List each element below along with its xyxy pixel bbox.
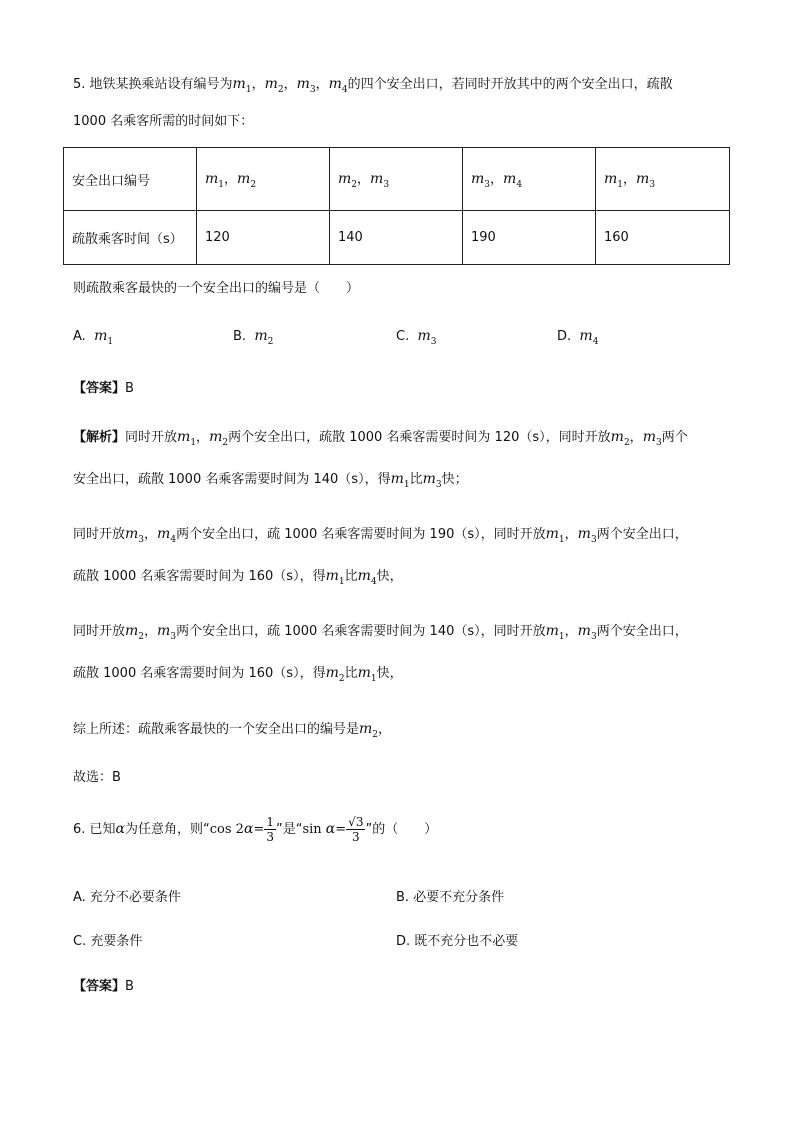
exit-pair-cell: $m_2$，$m_3$ bbox=[330, 148, 463, 211]
exit-pair-cell: $m_1$，$m_3$ bbox=[596, 148, 730, 211]
analysis-line-2: 安全出口，疏散 1000 名乘客需要时间为 140（s），得$m_1$比$m_3$快； bbox=[73, 471, 468, 490]
fraction-root3-over-3: $\frac{√3}{3}$ bbox=[348, 815, 364, 844]
q5-answer: 【答案】B bbox=[73, 381, 134, 396]
q6-answer: 【答案】B bbox=[73, 979, 134, 994]
analysis-line-3: 同时开放$m_3$，$m_4$两个安全出口，疏 1000 名乘客需要时间为 190（s），同时开放$m_1$，$m_3$两个安全出口， bbox=[73, 526, 688, 545]
q5-stem-text: 5. 地铁某换乘站设有编号为 bbox=[73, 77, 233, 92]
option-b: B. $m_2$ bbox=[233, 328, 274, 347]
option-a: A. $m_1$ bbox=[73, 328, 114, 347]
q6-option-c: C. 充要条件 bbox=[73, 934, 143, 949]
summary-line: 综上所述：疏散乘客最快的一个安全出口的编号是$m_2$， bbox=[73, 721, 392, 740]
q5-stem-text-2: 的四个安全出口，若同时开放其中的两个安全出口，疏散 bbox=[347, 77, 673, 92]
time-cell: 190 bbox=[463, 211, 596, 265]
header-label-cell: 安全出口编号 bbox=[64, 148, 197, 211]
q6-option-a: A. 充分不必要条件 bbox=[73, 890, 181, 905]
analysis-line-4: 疏散 1000 名乘客需要时间为 160（s），得$m_1$比$m_4$快， bbox=[73, 568, 403, 587]
table-row bbox=[64, 211, 730, 265]
time-cell: 120 bbox=[197, 211, 330, 265]
row-label-cell: 疏散乘客时间（s） bbox=[64, 211, 197, 265]
q6-option-d: D. 既不充分也不必要 bbox=[396, 934, 519, 949]
analysis-line-6: 疏散 1000 名乘客需要时间为 160（s），得$m_2$比$m_1$快， bbox=[73, 665, 403, 684]
q5-question: 则疏散乘客最快的一个安全出口的编号是（ ） bbox=[73, 281, 360, 296]
choice-line: 故选：B bbox=[73, 770, 121, 785]
time-cell: 140 bbox=[330, 211, 463, 265]
table-row bbox=[64, 148, 730, 211]
time-cell: 160 bbox=[596, 211, 730, 265]
option-c: C. $m_3$ bbox=[396, 328, 437, 347]
exit-time-table bbox=[63, 147, 730, 265]
analysis-line-5: 同时开放$m_2$，$m_3$两个安全出口，疏 1000 名乘客需要时间为 140（s），同时开放$m_1$，$m_3$两个安全出口， bbox=[73, 623, 688, 642]
exit-pair-cell: $m_3$，$m_4$ bbox=[463, 148, 596, 211]
q5-stem-line1: 5. 地铁某换乘站设有编号为$m_1$，$m_2$，$m_3$，$m_4$的四个安全出口，若同时开放其中的两个安全出口，疏散 bbox=[73, 76, 673, 95]
option-d: D. $m_4$ bbox=[557, 328, 599, 347]
q5-stem-line2: 1000 名乘客所需的时间如下： bbox=[73, 114, 254, 129]
exit-pair-cell: $m_1$，$m_2$ bbox=[197, 148, 330, 211]
analysis-line-1: 【解析】同时开放$m_1$，$m_2$两个安全出口，疏散 1000 名乘客需要时间为 120（s），同时开放$m_2$，$m_3$两个 bbox=[73, 429, 688, 448]
q6-option-b: B. 必要不充分条件 bbox=[396, 890, 505, 905]
fraction-one-third: $\frac{1}{3}$ bbox=[266, 815, 274, 844]
q6-stem: 6. 已知α为任意角，则“cos 2α= $\frac{1}{3}$ ”是“sin α= $\frac{√3}{3}$ ”的（ ） bbox=[73, 815, 438, 844]
